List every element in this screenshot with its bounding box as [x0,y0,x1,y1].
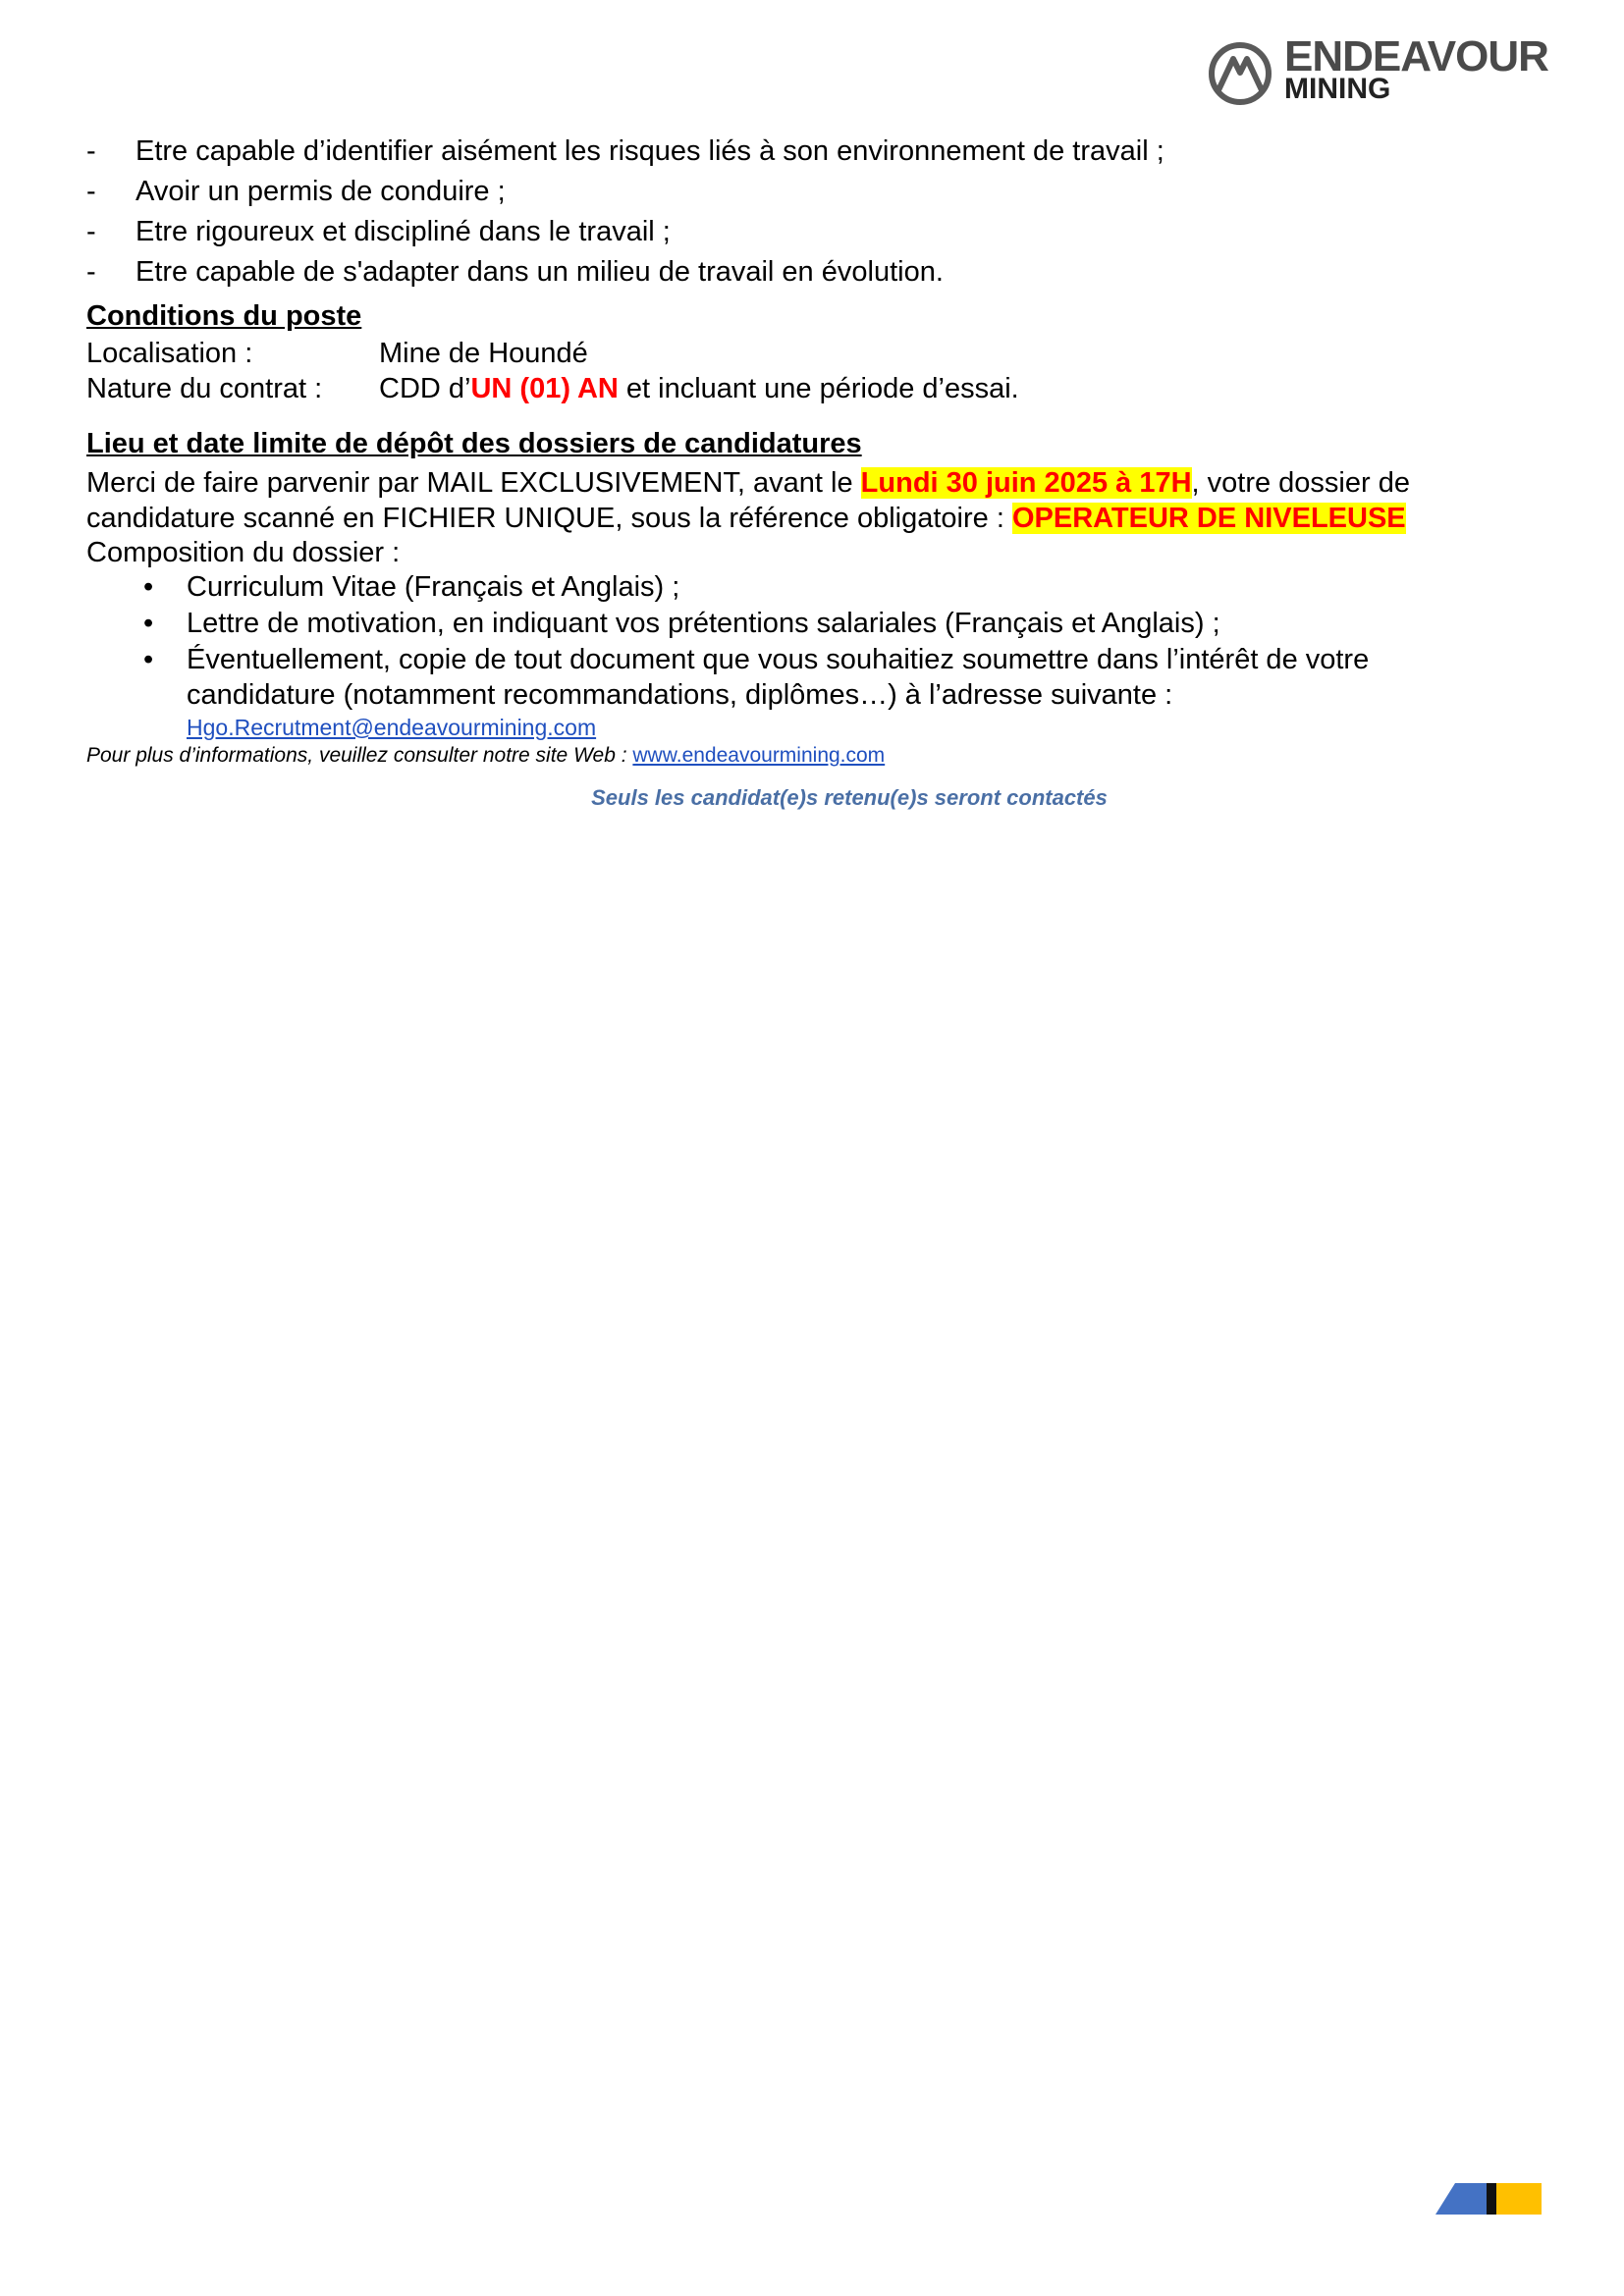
logo-text-mining: MINING [1284,73,1391,105]
contact-note: Seuls les candidat(e)s retenu(e)s seront contactés [591,785,1108,810]
location-row [86,336,588,371]
location-label: Localisation : [86,338,253,369]
deadline: Lundi 30 juin 2025 à 17H [860,467,1192,499]
logo-text-endeavour: ENDEAVOUR [1284,32,1548,80]
contract-row: Nature du contrat : CDD d’UN (01) AN et incluant une période d’essai. [86,373,1019,404]
info-line: Pour plus d’informations, veuillez consulter notre site Web : www.endeavourmining.com [86,744,886,767]
requirements-list [86,132,1164,293]
list-item: • Lettre de motivation, en indiquant vos prétentions salariales (Français et Anglais) ; [143,608,1220,639]
contract-label: Nature du contrat : [86,373,323,404]
composition-label: Composition du dossier : [86,537,401,568]
list-item: • Curriculum Vitae (Français et Anglais) ; [143,571,680,603]
list-item: - Etre capable de s'adapter dans un milieu de travail en évolution. [86,256,944,288]
list-item: • Éventuellement, copie de tout document que vous souhaitiez soumettre dans l’intérêt de votre candidature (notamment recommandations, diplômes…) à l’adresse suivante : [143,644,1370,711]
submission-title: Lieu et date limite de dépôt des dossiers de candidatures [86,428,862,459]
website-link[interactable]: www.endeavourmining.com [632,744,886,767]
composition-list [143,569,1512,714]
email-link[interactable]: Hgo.Recrutment@endeavourmining.com [187,715,597,740]
contract-duration: UN (01) AN [470,373,619,404]
decorative-stripes-icon [1435,2183,1543,2215]
list-item: - Etre rigoureux et discipliné dans le travail ; [86,216,671,247]
submission-paragraph: Merci de faire parvenir par MAIL EXCLUSIVEMENT, avant le Lundi 30 juin 2025 à 17H, votre dossier de candidature scanné en FICHIER UNIQUE, sous la référence obligatoire : OPERATEUR DE NIVELEUSE [86,467,1410,534]
reference: OPERATEUR DE NIVELEUSE [1011,503,1406,534]
location-value: Mine de Houndé [379,338,588,369]
conditions-title: Conditions du poste [86,300,362,332]
list-item: - Etre capable d’identifier aisément les risques liés à son environnement de travail ; [86,135,1164,167]
company-logo [1208,32,1571,106]
list-item: - Avoir un permis de conduire ; [86,176,506,207]
mountain-circle-logo-icon [1208,41,1272,106]
